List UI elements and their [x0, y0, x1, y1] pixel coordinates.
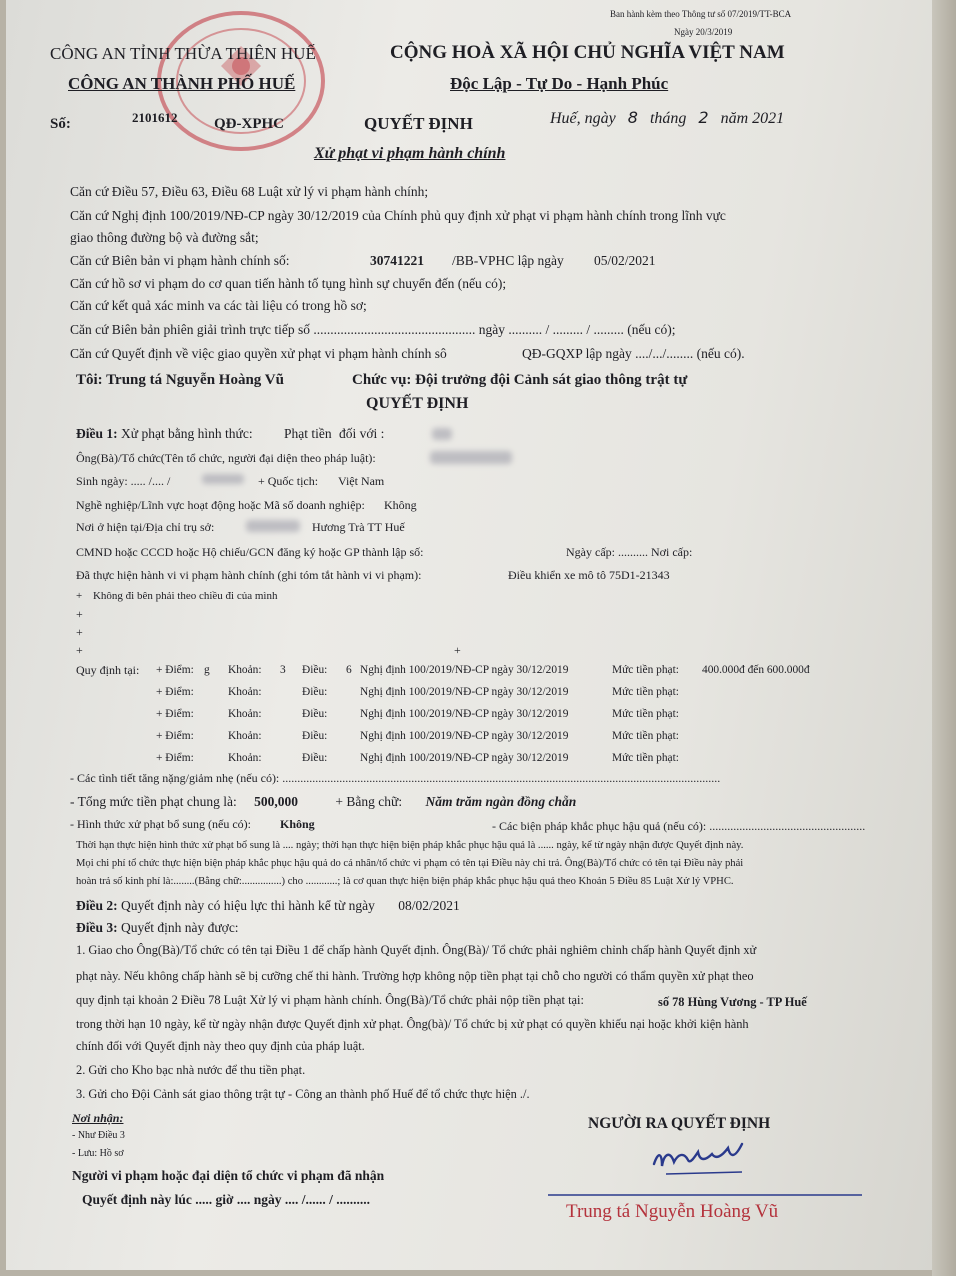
article3-label: Điều 3: [76, 920, 118, 935]
job-label: Nghề nghiệp/Lĩnh vực hoạt động hoặc Mã số doanh nghiệp: [76, 498, 365, 512]
preamble-line: Căn cứ Điều 57, Điều 63, Điều 68 Luật xử lý vi phạm hành chính; [70, 184, 429, 199]
year-label: năm 2021 [720, 110, 785, 127]
preamble-line: Căn cứ hồ sơ vi phạm do cơ quan tiến hành tố tụng hình sự chuyển đến (nếu có); [70, 276, 507, 291]
article3-paragraph: trong thời hạn 10 ngày, kể từ ngày nhận được Quyết định xử phạt. Ông(bà)/ Tổ chức bị xử phạt có quyền khiếu nại hoặc khởi kiện hành [76, 1017, 749, 1031]
rule-diem: + Điểm: [156, 708, 194, 720]
rule-dieu: Điều: [302, 686, 328, 698]
signer-name: Trung tá Nguyễn Hoàng Vũ [566, 1201, 779, 1222]
decision-number: 2101612 [132, 110, 178, 125]
rule-diem-v: g [204, 664, 210, 676]
id-issue: Ngày cấp: .......... Nơi cấp: [566, 545, 693, 559]
against-label: đối với : [339, 426, 385, 441]
recipient-item: - Lưu: Hồ sơ [72, 1148, 124, 1159]
rule-diem: + Điểm: [156, 686, 194, 698]
total-label: - Tổng mức tiền phạt chung là: [70, 794, 237, 809]
article3-line [76, 920, 239, 936]
rule-khoan: Khoản: [228, 686, 262, 698]
paragraph-line: Thời hạn thực hiện hình thức xử phạt bổ sung là .... ngày; thời hạn thực hiện biện pháp khắc phục hậu quả là ...... ngày, kể từ ngày nhận được Quyết định này. [76, 840, 744, 851]
redacted-area [432, 428, 452, 440]
rule-fine-label: Mức tiền phạt: [612, 752, 679, 764]
article1-label: Điều 1: [76, 426, 118, 441]
rule-nd: Nghị định 100/2019/NĐ-CP ngày 30/12/2019 [360, 730, 569, 742]
penalty-form: Phạt tiền [284, 426, 332, 441]
preamble-line: Căn cứ kết quả xác minh va các tài liệu có trong hồ sơ; [70, 298, 367, 313]
plus-mark: + [454, 643, 461, 657]
circumstances-line: - Các tình tiết tăng nặng/giảm nhẹ (nếu có): .................................................................................................................................................. [70, 771, 721, 785]
rule-diem: + Điểm: [156, 664, 194, 676]
extra-penalty-line [70, 816, 315, 832]
redacted-address [246, 520, 300, 532]
rule-nd: Nghị định 100/2019/NĐ-CP ngày 30/12/2019 [360, 664, 569, 676]
violation-report-date: 05/02/2021 [594, 253, 656, 268]
signature-line [548, 1192, 862, 1198]
redacted-dob [202, 474, 244, 484]
preamble-line: Căn cứ Biên bản phiên giải trình trực tiếp số ................................................ ngày .......... / ......... / ......... (nếu có); [70, 322, 676, 337]
preamble-line: /BB-VPHC lập ngày [452, 253, 564, 268]
violation-detail: Không đi bên phải theo chiều đi của mình [92, 590, 278, 602]
issuer-position: Chức vụ: Đội trưởng đội Cảnh sát giao thông trật tự [352, 372, 688, 388]
recipients-label: Nơi nhận: [72, 1111, 124, 1125]
id-label: CMND hoặc CCCD hoặc Hộ chiếu/GCN đăng ký hoặc GP thành lập số: [76, 545, 424, 559]
address-label: Nơi ở hiện tại/Địa chỉ trụ sở: [76, 520, 215, 534]
rule-khoan: Khoản: [228, 730, 262, 742]
article2-label: Điều 2: [76, 898, 118, 913]
article3-paragraph: quy định tại khoản 2 Điều 78 Luật Xử lý vi phạm hành chính. Ông(Bà)/Tổ chức phải nộp tiền phạt tại: [76, 993, 584, 1007]
article2-text: Quyết định này có hiệu lực thi hành kể từ ngày [121, 898, 375, 913]
document-page [6, 0, 932, 1270]
article3-paragraph: chính đối với Quyết định này theo quy định của pháp luật. [76, 1039, 365, 1053]
person-label: Ông(Bà)/Tổ chức(Tên tổ chức, người đại diện theo pháp luật): [76, 451, 376, 465]
article1-line [76, 426, 384, 442]
place-date-label: Huế, ngày [550, 110, 616, 127]
violation-value: Điều khiển xe mô tô 75D1-21343 [508, 568, 670, 582]
dob-label: Sinh ngày: ..... /.... / [76, 474, 171, 488]
article1-text: Xử phạt bằng hình thức: [121, 426, 253, 441]
rule-nd: Nghị định 100/2019/NĐ-CP ngày 30/12/2019 [360, 686, 569, 698]
rule-label: Quy định tại: [76, 663, 140, 677]
extra-label: - Hình thức xử phạt bổ sung (nếu có): [70, 817, 251, 831]
rule-fine-label: Mức tiền phạt: [612, 686, 679, 698]
rule-fine-label: Mức tiền phạt: [612, 730, 679, 742]
nationality-value: Việt Nam [338, 474, 385, 488]
violation-item [76, 588, 277, 604]
article3-paragraph: phạt này. Nếu không chấp hành sẽ bị cưỡng chế thi hành. Trường hợp không nộp tiền phạt tại chỗ cho người có thẩm quyền xử phạt theo [76, 969, 754, 983]
legal-basis-line: Ban hành kèm theo Thông tư số 07/2019/TT-BCA [610, 9, 792, 19]
agency-subname: CÔNG AN THÀNH PHỐ HUẾ [68, 74, 296, 93]
number-label: Số: [50, 116, 71, 132]
decide-heading: QUYẾT ĐỊNH [366, 395, 469, 412]
rule-diem: + Điểm: [156, 730, 194, 742]
plus-mark: + [76, 625, 83, 639]
decision-title: QUYẾT ĐỊNH [364, 114, 473, 133]
rule-khoan: Khoản: [228, 708, 262, 720]
preamble-line: Căn cứ Quyết định về việc giao quyền xử phạt vi phạm hành chính sô [70, 346, 447, 361]
plus-mark: + [76, 607, 83, 621]
rule-fine: 400.000đ đến 600.000đ [702, 664, 810, 676]
motto: Độc Lập - Tự Do - Hạnh Phúc [450, 74, 669, 93]
rule-dieu: Điều: [302, 730, 328, 742]
article3-paragraph: 1. Giao cho Ông(Bà)/Tổ chức có tên tại Điều 1 để chấp hành Quyết định. Ông(Bà)/ Tổ chức phải nghiêm chỉnh chấp hành Quyết định xử [76, 943, 757, 957]
article3-text: Quyết định này được: [121, 920, 239, 935]
decision-number-suffix: QĐ-XPHC [214, 116, 284, 132]
legal-basis-date: Ngày 20/3/2019 [674, 27, 733, 37]
decision-subtitle: Xử phạt vi phạm hành chính [314, 145, 506, 162]
received-time-line: Quyết định này lúc ..... giờ .... ngày .... /...... / .......... [82, 1192, 371, 1207]
preamble-line: Căn cứ Nghị định 100/2019/NĐ-CP ngày 30/12/2019 của Chính phủ quy định xử phạt vi phạm hành chính trong lĩnh vực [70, 208, 726, 223]
effective-date: 08/02/2021 [398, 898, 460, 913]
preamble-line: QĐ-GQXP lập ngày ..../.../........ (nếu có). [522, 346, 745, 361]
rule-nd: Nghị định 100/2019/NĐ-CP ngày 30/12/2019 [360, 752, 569, 764]
rule-fine-label: Mức tiền phạt: [612, 708, 679, 720]
total-in-words: Năm trăm ngàn đồng chẵn [425, 794, 577, 809]
total-line [70, 794, 576, 810]
job-value: Không [384, 498, 417, 512]
date-day: 8 [627, 108, 638, 127]
violation-report-number: 30741221 [370, 253, 424, 268]
month-label: tháng [649, 110, 687, 127]
rule-dieu-v: 6 [346, 664, 352, 676]
article3-paragraph: 2. Gửi cho Kho bạc nhà nước để thu tiền phạt. [76, 1063, 306, 1077]
agency-name: CÔNG AN TỈNH THỪA THIÊN HUẾ [50, 44, 316, 63]
received-line: Người vi phạm hoặc đại diện tổ chức vi phạm đã nhận [72, 1168, 385, 1183]
date-month: 2 [698, 108, 709, 127]
preamble-line: Căn cứ Biên bản vi phạm hành chính số: [70, 253, 290, 268]
signer-title: NGƯỜI RA QUYẾT ĐỊNH [588, 1115, 771, 1132]
rule-nd: Nghị định 100/2019/NĐ-CP ngày 30/12/2019 [360, 708, 569, 720]
rule-diem: + Điểm: [156, 752, 194, 764]
payment-place: số 78 Hùng Vương - TP Huế [658, 995, 807, 1009]
plus-mark: + [76, 590, 83, 602]
rule-fine-label: Mức tiền phạt: [612, 664, 679, 676]
plus-mark: + [76, 643, 83, 657]
recipient-item: - Như Điều 3 [72, 1130, 125, 1141]
violation-label: Đã thực hiện hành vi vi phạm hành chính (ghi tóm tắt hành vi vi phạm): [76, 568, 422, 582]
nationality-label: + Quốc tịch: [258, 474, 319, 488]
rule-khoan-v: 3 [280, 664, 286, 676]
remedy-line: - Các biện pháp khắc phục hậu quả (nếu có): .................................................... [492, 819, 866, 833]
place-date [550, 110, 784, 127]
background-strip [932, 0, 956, 1276]
redacted-name [430, 451, 512, 464]
issuer-name: Tôi: Trung tá Nguyễn Hoàng Vũ [76, 372, 284, 388]
rule-khoan: Khoản: [228, 752, 262, 764]
handwritten-signature [646, 1134, 756, 1180]
rule-dieu: Điều: [302, 664, 328, 676]
rule-dieu: Điều: [302, 752, 328, 764]
total-amount: 500,000 [254, 794, 299, 809]
preamble-line: giao thông đường bộ và đường sắt; [70, 230, 259, 245]
paragraph-line: hoàn trả số kinh phí là:........(Bằng chữ:...............) cho ............; là cơ quan thực hiện biện pháp khắc phục hậu quả theo Khoản 5 Điều 85 Luật Xử lý VPHC. [76, 876, 734, 887]
extra-value: Không [279, 817, 315, 831]
address-value: Hương Trà TT Huế [312, 520, 405, 534]
article3-paragraph: 3. Gửi cho Đội Cảnh sát giao thông trật tự - Công an thành phố Huế để tổ chức thực hiện ./. [76, 1087, 530, 1101]
article2-line [76, 898, 460, 914]
country-name: CỘNG HOÀ XÃ HỘI CHỦ NGHĨA VIỆT NAM [390, 42, 785, 63]
words-label: + Bằng chữ: [335, 794, 403, 809]
paragraph-line: Mọi chi phí tổ chức thực hiện biện pháp khắc phục hậu quả do cá nhân/tổ chức vi phạm có tên tại Điều này chi trả. Ông(Bà)/Tổ chức có tên tại Điều này phải [76, 858, 744, 869]
rule-dieu: Điều: [302, 708, 328, 720]
rule-khoan: Khoản: [228, 664, 262, 676]
